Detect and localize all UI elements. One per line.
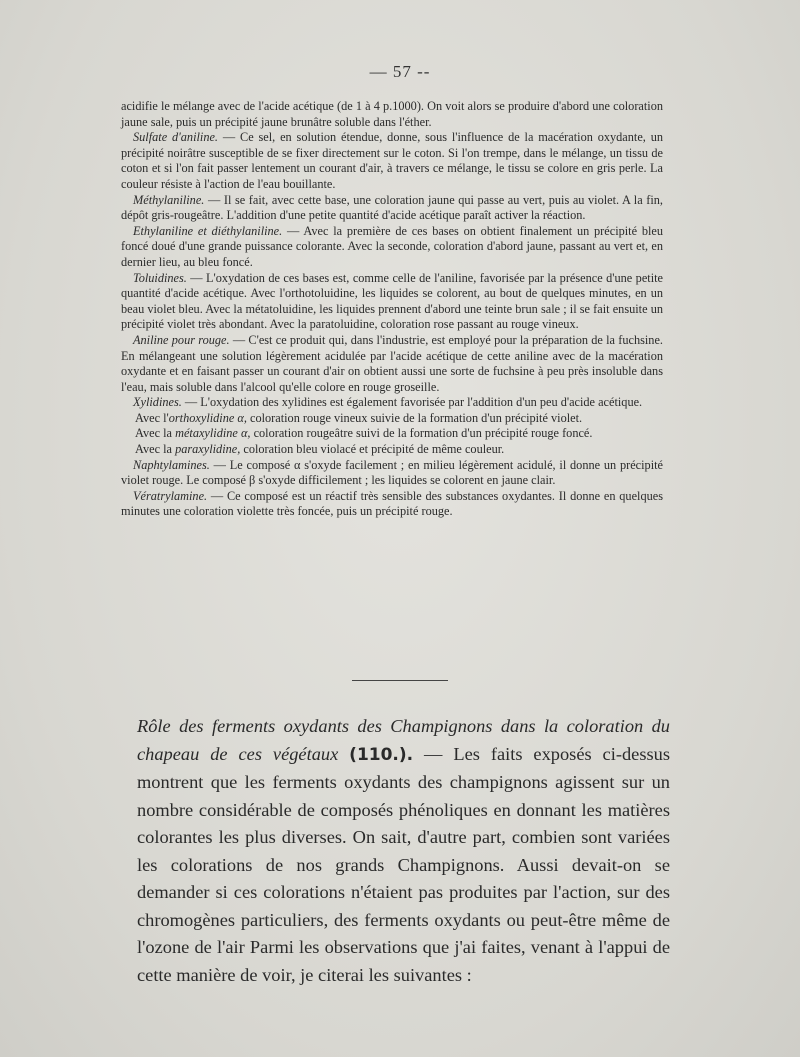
paragraph-term: Vératrylamine.: [133, 488, 208, 503]
paragraph: [121, 426, 663, 442]
paragraph-text: acidifie le mélange avec de l'acide acétique (de 1 à 4 p.1000). On voit alors se produire d'abord une coloration jaune sale, puis un précipité jaune brunâtre soluble dans l'éther.: [121, 99, 663, 129]
section-paragraph: [137, 713, 670, 989]
paragraph-text: coloration bleu violacé et précipité de même couleur.: [240, 442, 505, 457]
paragraph-text: — Ce composé est un réactif très sensible des substances oxydantes. Il donne en quelques minutes une coloration violette très foncée, puis un précipité rouge.: [121, 488, 663, 519]
paragraph-term: Toluidines.: [133, 270, 187, 285]
section-divider: [352, 680, 448, 681]
paragraph-term: Sulfate d'aniline.: [133, 130, 219, 145]
paragraph-term: métaxylidine α,: [175, 426, 251, 441]
paragraph-term: paraxylidine,: [175, 442, 241, 457]
paragraph-term: Aniline pour rouge.: [133, 332, 230, 347]
paragraph-text: — Avec la première de ces bases on obtient finalement un précipité bleu foncé doué d'une grande puissance colorante. Avec la seconde, coloration d'abord jaune, passant au vert et, en dernier lieu, au bleu foncé.: [121, 223, 664, 269]
paragraph: [121, 395, 663, 411]
paragraph-text: — L'oxydation de ces bases est, comme celle de l'aniline, favorisée par la présence d'une petite quantité d'acide acétique. Avec l'orthotoluidine, les liquides se colorent, au bout de quelques minutes, en un beau violet bleu. Avec la métatoluidine, les liquides prennent d'abord une teinte brun sale ; il se fait ensuite un précipité violet très abondant. Avec la paratoluidine, coloration rose passant au rouge vineux.: [121, 270, 663, 332]
paragraph: [121, 224, 663, 271]
paragraph: [121, 489, 663, 520]
paragraph-prefix: Avec la: [135, 442, 176, 457]
page-number: — 57 --: [369, 62, 431, 81]
paragraph-term: Xylidines.: [133, 395, 182, 410]
section-reference: (110.).: [349, 744, 414, 765]
paragraph-text: — Il se fait, avec cette base, une coloration jaune qui passe au vert, puis au violet. A la fin, dépôt gris-rougeâtre. L'addition d'une petite quantité d'acide acétique paraît activer la réaction.: [121, 192, 663, 223]
paragraph-text: — C'est ce produit qui, dans l'industrie, est employé pour la préparation de la fuchsine. En mélangeant une solution légèrement acidulée par l'acide acétique de cette aniline avec de la macération oxydante et en faisant passer un courant d'air on obtient aussi une sorte de fuchsine à peu près insoluble dans l'eau, mais soluble dans l'alcool qu'elle colore en rouge groseille.: [121, 332, 663, 394]
paragraph-prefix: Avec la: [135, 426, 176, 441]
paragraph: [121, 333, 663, 395]
paragraph: [121, 458, 663, 489]
section-title: Rôle des ferments oxydants des Champignons dans la coloration du chapeau de ces végétaux: [137, 716, 670, 764]
paragraph-text: — L'oxydation des xylidines est également favorisée par l'addition d'un peu d'acide acétique.: [181, 395, 643, 410]
paragraph-text: — Ce sel, en solution étendue, donne, sous l'influence de la macération oxydante, un précipité noirâtre susceptible de se fixer directement sur le coton. Si l'on trempe, dans le mélange, un tissu de coton et si l'on fait passer lentement un courant d'air, à travers ce mélange, le tissu se colore en gris perle. La couleur résiste à l'action de l'eau bouillante.: [121, 130, 664, 191]
paragraph-term: Naphtylamines.: [133, 457, 210, 472]
paragraph-term: Ethylaniline et diéthylaniline.: [133, 223, 283, 238]
paragraph-text: coloration rougeâtre suivi de la formation d'un précipité rouge foncé.: [250, 426, 593, 441]
paragraph: [121, 193, 663, 224]
paragraph: [121, 271, 663, 333]
paragraph-text: — Le composé α s'oxyde facilement ; en milieu légèrement acidulé, il donne un précipité violet rouge. Le composé β s'oxyde difficilement ; les liquides se colorent en jaune clair.: [121, 457, 663, 488]
paragraph: [121, 130, 663, 192]
paragraph: [121, 411, 663, 427]
paragraph: [121, 99, 663, 130]
section-body: [137, 713, 670, 989]
section-text: — Les faits exposés ci-dessus montrent que les ferments oxydants des champignons agissent sur un nombre considérable de composés phénoliques en donnant les matières colorantes les plus diverses. On sait, d'autre part, combien sont variées les colorations de nos grands Champignons. Aussi devait-on se demander si ces colorations n'étaient pas produites par l'action, sur des chromogènes particuliers, des ferments oxydants ou peut-être même de l'ozone de l'air Parmi les observations que j'ai faites, venant à l'appui de cette manière de voir, je citerai les suivantes :: [137, 743, 670, 985]
paragraph-term: Méthylaniline.: [133, 192, 205, 207]
small-print-section: [121, 99, 663, 520]
paragraph: [121, 442, 663, 458]
paragraph-prefix: Avec l': [135, 410, 169, 425]
paragraph-text: coloration rouge vineux suivie de la formation d'un précipité violet.: [246, 410, 583, 425]
paragraph-term: orthoxylidine α,: [168, 410, 247, 425]
